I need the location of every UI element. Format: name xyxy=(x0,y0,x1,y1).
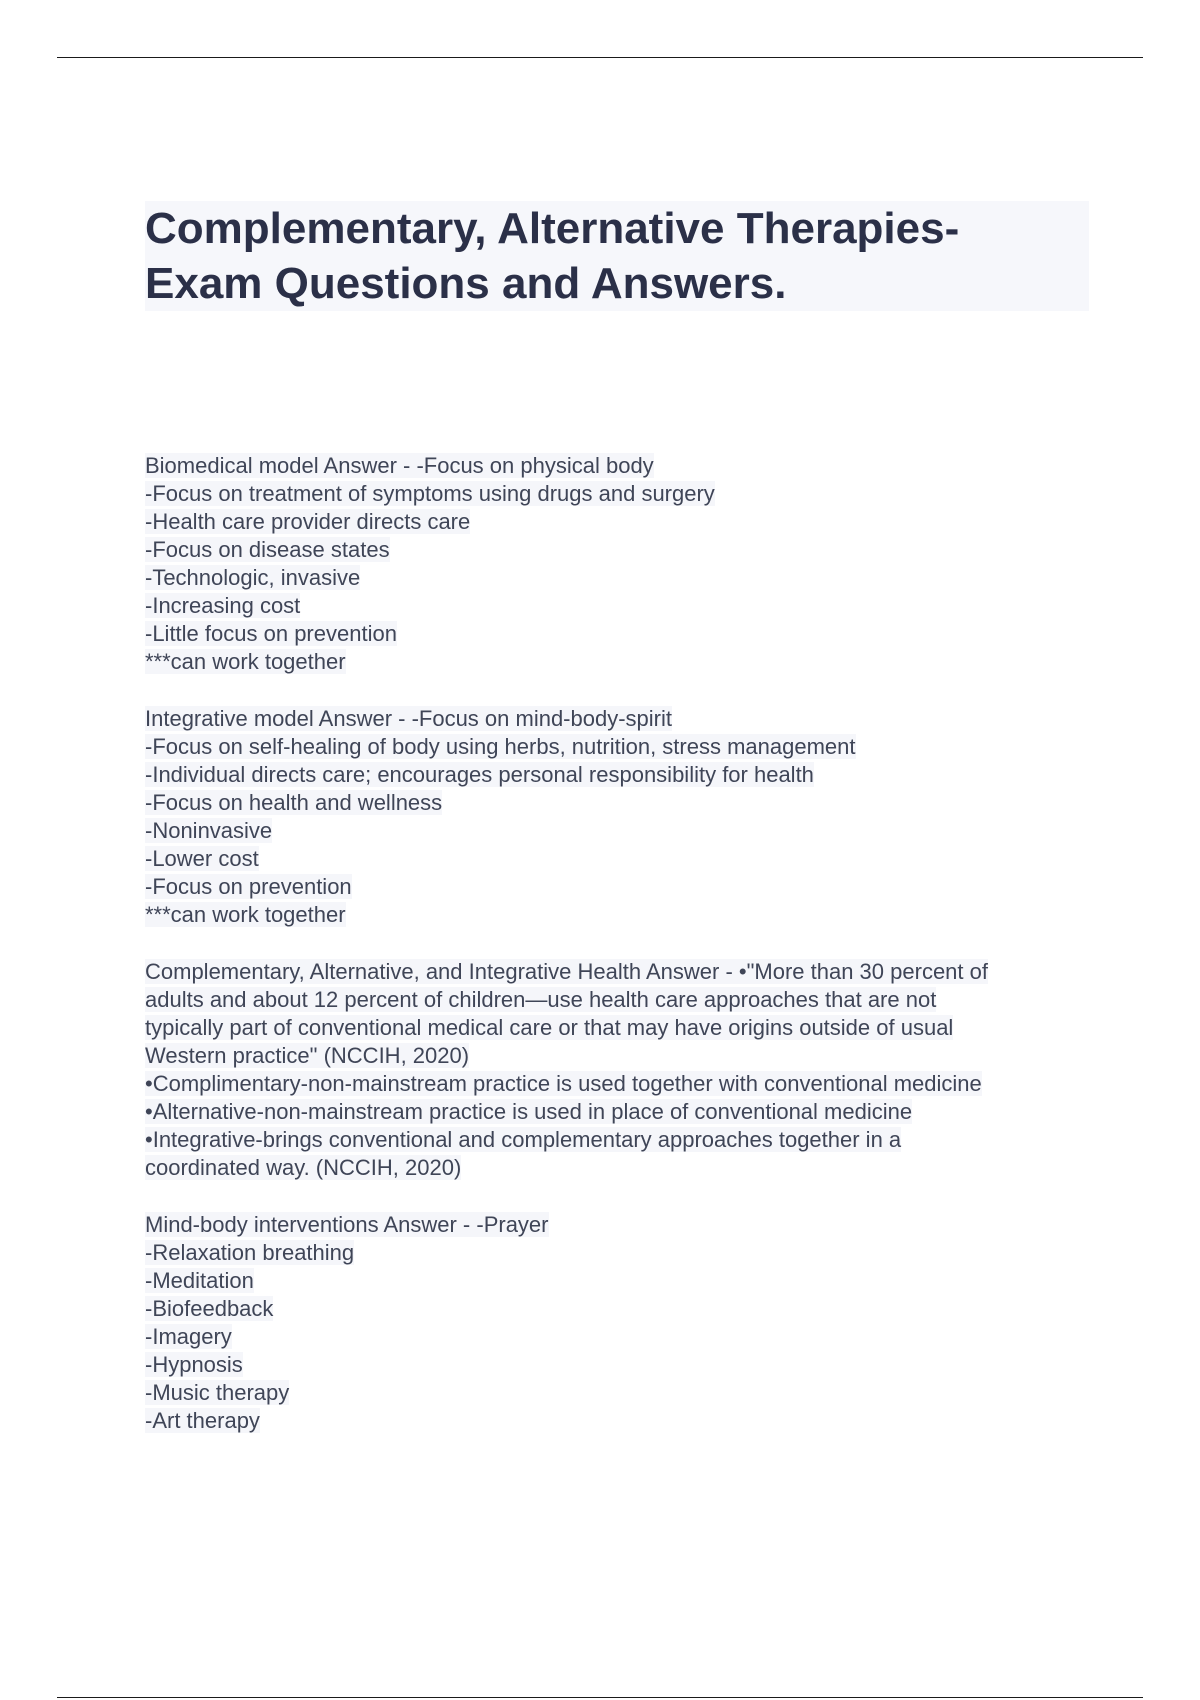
text-line: Integrative model Answer - -Focus on mind-body-spirit xyxy=(145,706,672,731)
title-line-2: Exam Questions and Answers. xyxy=(145,259,787,308)
text-line: -Music therapy xyxy=(145,1380,290,1405)
text-line: -Technologic, invasive xyxy=(145,565,361,590)
text-line: Biomedical model Answer - -Focus on physical body xyxy=(145,453,654,478)
text-line: -Hypnosis xyxy=(145,1352,243,1377)
text-line: coordinated way. (NCCIH, 2020) xyxy=(145,1155,462,1180)
document-body xyxy=(145,452,1105,1464)
top-rule xyxy=(57,57,1143,58)
text-line: -Focus on treatment of symptoms using drugs and surgery xyxy=(145,481,715,506)
text-line: -Imagery xyxy=(145,1324,232,1349)
text-line: -Little focus on prevention xyxy=(145,621,397,646)
text-line: -Focus on disease states xyxy=(145,537,390,562)
text-line: -Health care provider directs care xyxy=(145,509,471,534)
text-line: •Integrative-brings conventional and complementary approaches together in a xyxy=(145,1127,902,1152)
text-line: -Focus on prevention xyxy=(145,874,352,899)
text-line: •Complimentary-non-mainstream practice is used together with conventional medicine xyxy=(145,1071,982,1096)
section-complementary-alternative-integrative-health xyxy=(145,958,1105,1182)
title-line-1: Complementary, Alternative Therapies- xyxy=(145,204,960,253)
text-line: Mind-body interventions Answer - -Prayer xyxy=(145,1212,549,1237)
text-line: typically part of conventional medical care or that may have origins outside of usual xyxy=(145,1015,954,1040)
text-line: -Lower cost xyxy=(145,846,259,871)
title-block xyxy=(145,201,1089,311)
text-line: adults and about 12 percent of children—use health care approaches that are not xyxy=(145,987,937,1012)
text-line: •Alternative-non-mainstream practice is used in place of conventional medicine xyxy=(145,1099,913,1124)
text-line: ***can work together xyxy=(145,649,346,674)
text-line: -Noninvasive xyxy=(145,818,273,843)
text-line: Complementary, Alternative, and Integrative Health Answer - •"More than 30 percent of xyxy=(145,959,988,984)
section-mind-body-interventions xyxy=(145,1211,1105,1435)
text-line: -Individual directs care; encourages personal responsibility for health xyxy=(145,762,814,787)
text-line: -Focus on self-healing of body using herbs, nutrition, stress management xyxy=(145,734,856,759)
text-line: ***can work together xyxy=(145,902,346,927)
text-line: -Biofeedback xyxy=(145,1296,274,1321)
section-biomedical-model xyxy=(145,452,1105,676)
text-line: Western practice" (NCCIH, 2020) xyxy=(145,1043,470,1068)
text-line: -Focus on health and wellness xyxy=(145,790,443,815)
bottom-rule xyxy=(57,1697,1143,1698)
document-title xyxy=(145,201,1089,311)
text-line: -Relaxation breathing xyxy=(145,1240,355,1265)
text-line: -Meditation xyxy=(145,1268,254,1293)
text-line: -Increasing cost xyxy=(145,593,301,618)
text-line: -Art therapy xyxy=(145,1408,260,1433)
section-integrative-model xyxy=(145,705,1105,929)
